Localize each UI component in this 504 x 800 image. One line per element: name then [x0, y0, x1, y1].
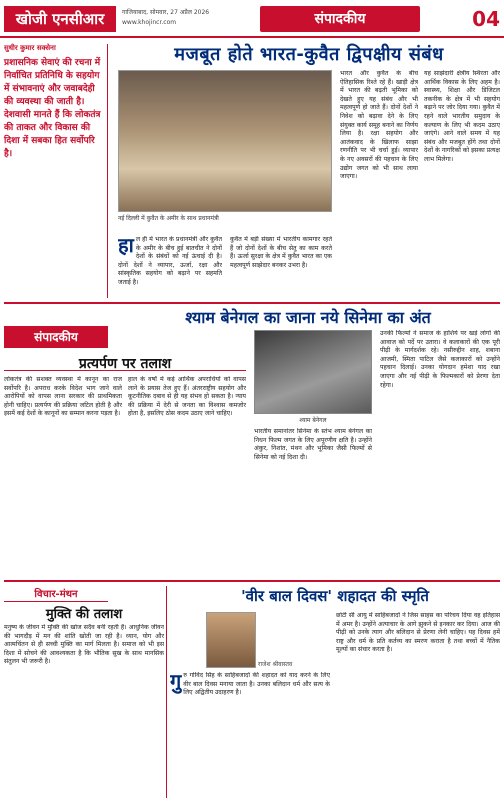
website-link[interactable]: www.khojincr.com — [122, 19, 177, 26]
section-divider — [4, 302, 500, 304]
story3-dropcap: गु — [170, 672, 182, 693]
issue-date: गाजियाबाद, सोमवार, 27 अप्रैल 2026 — [122, 9, 210, 16]
editorial1-title[interactable]: प्रत्यर्पण पर तलाश — [78, 356, 172, 372]
editorial2-title[interactable]: मुक्ति की तलाश — [45, 607, 123, 622]
story2-photo — [254, 330, 372, 414]
section-divider — [4, 580, 500, 582]
story1-column-1 — [118, 236, 222, 298]
sidebar-text: प्रशासनिक सेवाएं की रचना में निर्वाचित प्रतिनिधि के सहयोग में संभावनाएं और जवाबदेही की व्यवस्था की जाती है। देशवासी मानते हैं कि लोकतंत्र की ताकत और विकास की दिशा में सबका हित सर्वोपरि है। — [4, 58, 101, 159]
story1-column-2: कुवैत में बड़ी संख्या में भारतीय कामगार रहते हैं जो दोनों देशों के बीच सेतु का काम करते हैं। ऊर्जा सुरक्षा के क्षेत्र में कुवैत भारत का एक महत्वपूर्ण साझेदार बनकर उभरा है। — [230, 236, 332, 269]
story3-column-1 — [170, 672, 330, 796]
author-photo — [206, 612, 256, 668]
editorial-sidebar — [4, 44, 108, 298]
editorial-label: संपादकीय — [4, 326, 108, 348]
bottom-section-label: विचार-मंथन — [4, 586, 108, 602]
story2-column-a: भारतीय समानांतर सिनेमा के स्तंभ श्याम बेनेगल का निधन फिल्म जगत के लिए अपूरणीय क्षति है। उन्होंने अंकुर, निशांत, मंथन और भूमिका जैसी फिल्मों से सिनेमा को नई दिशा दी। — [254, 428, 372, 461]
story1-column-4: यह साझेदारी क्षेत्रीय स्थिरता और आर्थिक विकास के लिए अहम है। स्वास्थ्य, शिक्षा और डिजिटल तकनीक के क्षेत्र में भी सहयोग बढ़ाने पर जोर दिया गया। कुवैत में रहने वाले भारतीय समुदाय के कल्याण के लिए भी कदम उठाए जाएंगे। आने वाले समय में यह संबंध और मजबूत होंगे तथा दोनों देशों के नागरिकों को इसका प्रत्यक्ष लाभ मिलेगा। — [424, 70, 500, 163]
page-number: 04 — [470, 6, 500, 32]
story2-photo-caption: श्याम बेनेगल — [299, 417, 327, 424]
story1-headline[interactable]: मजबूत होते भारत-कुवैत द्विपक्षीय संबंध — [174, 44, 444, 65]
story1-photo-caption: नई दिल्ली में कुवैत के अमीर के साथ प्रधानमंत्री — [118, 215, 219, 222]
story3-col1-text: रु गोविंद सिंह के साहिबजादों की शहादत को याद करने के लिए वीर बाल दिवस मनाया जाता है। उनका बलिदान धर्म और सत्य के लिए अद्वितीय उदाहरण है। — [183, 672, 330, 697]
story2-headline[interactable]: श्याम बेनेगल का जाना नये सिनेमा का अंत — [185, 308, 431, 327]
story3-headline[interactable]: 'वीर बाल दिवस' शहादत की स्मृति — [241, 587, 429, 605]
story1-column-3: भारत और कुवैत के बीच ऐतिहासिक रिश्ते रहे हैं। खाड़ी क्षेत्र में भारत की बढ़ती भूमिका को देखते हुए यह संबंध और भी महत्वपूर्ण हो जाते हैं। दोनों देशों ने निवेश को बढ़ावा देने के लिए संयुक्त कार्य समूह बनाने का निर्णय लिया है। रक्षा सहयोग और आतंकवाद के खिलाफ साझा रणनीति पर भी चर्चा हुई। व्यापार के नए अवसरों की पहचान के लिए उद्योग जगत को भी साथ लाया जाएगा। — [340, 70, 418, 181]
story3-column-2: छोटी सी आयु में साहिबजादों ने जिस साहस का परिचय दिया वह इतिहास में अमर है। उन्होंने अत्याचार के आगे झुकने से इनकार कर दिया। आज की पीढ़ी को उनके त्याग और बलिदान से प्रेरणा लेनी चाहिए। यह दिवस हमें राष्ट्र और धर्म के प्रति कर्तव्य का स्मरण कराता है तथा बच्चों में नैतिक मूल्यों का संचार करता है। — [336, 612, 500, 654]
masthead — [0, 0, 504, 38]
column-divider — [166, 586, 167, 798]
sidebar-author: सुधीर कुमार सक्सेना — [4, 44, 56, 52]
story1-dropcap: हा — [118, 236, 134, 257]
section-title: संपादकीय — [260, 6, 420, 32]
author-name: राजेश श्रीवास्तव — [258, 661, 293, 668]
editorial2-column: मनुष्य के जीवन में मुक्ति की खोज सदैव बनी रहती है। आधुनिक जीवन की भागदौड़ में मन की शांति खोती जा रही है। ध्यान, योग और आत्मचिंतन से ही सच्ची मुक्ति का मार्ग मिलता है। समाज को भी इस दिशा में सोचने की आवश्यकता है कि भौतिक सुख के साथ मानसिक संतुलन भी जरूरी है। — [4, 624, 164, 666]
editorial1-column-2: हाल के वर्षों में कई आर्थिक अपराधियों को वापस लाने के प्रयास तेज हुए हैं। अंतरराष्ट्रीय सहयोग और कूटनीतिक दबाव से ही यह संभव हो सकता है। न्याय की प्रक्रिया में देरी से जनता का विश्वास कमजोर होता है, इसलिए ठोस कदम उठाए जाने चाहिए। — [128, 376, 246, 418]
story1-photo — [118, 70, 332, 212]
story2-column-b: उनकी फिल्मों ने समाज के हाशिये पर खड़े लोगों की आवाज को पर्दे पर उतारा। वे कलाकारों की एक पूरी पीढ़ी के मार्गदर्शक रहे। नसीरुद्दीन शाह, शबाना आजमी, स्मिता पाटिल जैसे कलाकारों को उन्होंने पहचान दिलाई। उनका योगदान हमेशा याद रखा जाएगा और नई पीढ़ी के फिल्मकारों को प्रेरणा देता रहेगा। — [380, 330, 500, 389]
issue-meta — [122, 8, 262, 28]
story1-col1-text: ल ही में भारत के प्रधानमंत्री और कुवैत के अमीर के बीच हुई बातचीत ने दोनों देशों के संबंधों को नई ऊंचाई दी है। दोनों देशों ने व्यापार, ऊर्जा, रक्षा और सांस्कृतिक सहयोग को बढ़ाने पर सहमति जताई है। — [118, 236, 222, 286]
editorial1-column-1: लोकतंत्र की सशक्त व्यवस्था में कानून का राज सर्वोपरि है। अपराध करके विदेश भाग जाने वाले आरोपियों को वापस लाना सरकार की प्राथमिकता होनी चाहिए। प्रत्यर्पण की प्रक्रिया जटिल होती है और इसमें कई देशों के कानूनों का सम्मान करना पड़ता है। — [4, 376, 122, 418]
brand-logo: खोजी एनसीआर — [4, 6, 116, 32]
